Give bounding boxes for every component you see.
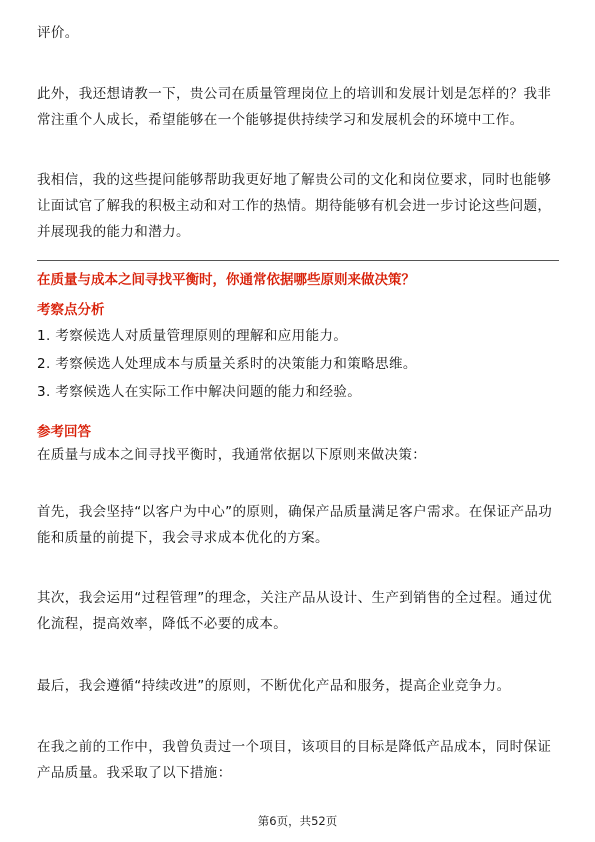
- section-divider: [37, 260, 559, 261]
- paragraph-belief: 我相信，我的这些提问能够帮助我更好地了解贵公司的文化和岗位要求，同时也能够让面试官了解我的积极主动和对工作的热情。期待能够有机会进一步讨论这些问题，并展现我的能力和潜力。: [37, 172, 552, 240]
- question-title: 在质量与成本之间寻找平衡时，你通常依据哪些原则来做决策？: [37, 272, 415, 288]
- analysis-item: 1. 考察候选人对质量管理原则的理解和应用能力。: [37, 328, 348, 344]
- analysis-item: 3. 考察候选人在实际工作中解决问题的能力和经验。: [37, 384, 362, 400]
- answer-paragraph: 最后，我会遵循“持续改进”的原则，不断优化产品和服务，提高企业竞争力。: [37, 678, 511, 694]
- answer-heading: 参考回答: [37, 424, 91, 440]
- answer-paragraph: 其次，我会运用“过程管理”的理念，关注产品从设计、生产到销售的全过程。通过优化流程，提高效率，降低不必要的成本。: [37, 590, 553, 632]
- page-footer: 第6页，共52页: [257, 814, 338, 828]
- paragraph-training-question: 此外，我还想请教一下，贵公司在质量管理岗位上的培训和发展计划是怎样的？我非常注重个人成长，希望能够在一个能够提供持续学习和发展机会的环境中工作。: [37, 86, 552, 128]
- analysis-heading: 考察点分析: [37, 302, 105, 318]
- intro-tail: 评价。: [37, 25, 79, 41]
- analysis-item: 2. 考察候选人处理成本与质量关系时的决策能力和策略思维。: [37, 356, 417, 372]
- answer-paragraph: 在我之前的工作中，我曾负责过一个项目，该项目的目标是降低产品成本，同时保证产品质量。我采取了以下措施：: [37, 739, 552, 781]
- answer-paragraph: 在质量与成本之间寻找平衡时，我通常依据以下原则来做决策：: [37, 447, 427, 463]
- answer-paragraph: 首先，我会坚持“以客户为中心”的原则，确保产品质量满足客户需求。在保证产品功能和质量的前提下，我会寻求成本优化的方案。: [37, 504, 553, 546]
